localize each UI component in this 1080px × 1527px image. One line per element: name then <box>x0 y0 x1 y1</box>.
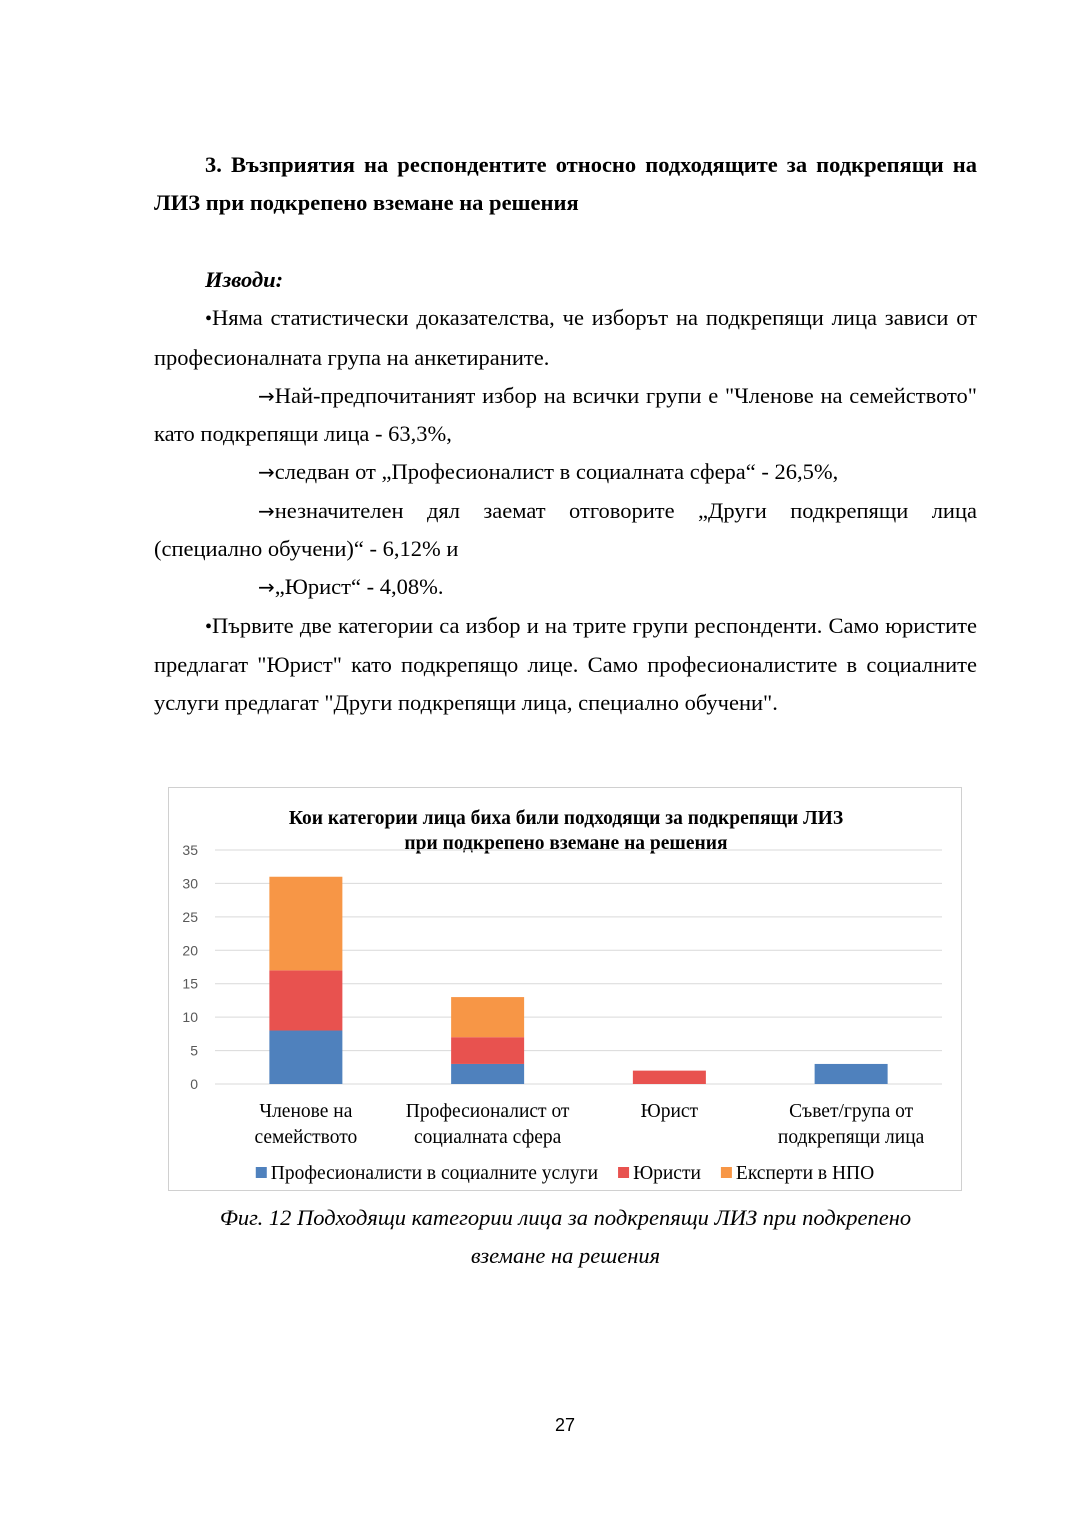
legend-item <box>256 1163 598 1184</box>
conclusion-bullet-1: •Няма статистически доказателства, че изборът на подкрепящи лица зависи от професионалната група на анкетираните. <box>154 305 977 370</box>
bar-segment <box>269 970 342 1030</box>
chart-x-axis <box>255 1101 925 1148</box>
x-tick-label: Юрист <box>640 1101 699 1122</box>
chart-title-line-1: Кои категории лица биха били подходящи за подкрепящи ЛИЗ <box>288 808 844 829</box>
conclusion-arrow-4: →„Юрист“ - 4,08%. <box>258 574 444 600</box>
legend-swatch <box>618 1167 629 1178</box>
legend-swatch <box>721 1167 732 1178</box>
legend-label: Юристи <box>633 1163 701 1184</box>
legend-swatch <box>256 1167 267 1178</box>
conclusion-bullet-2: •Първите две категории са избор и на трите групи респонденти. Само юристите предлагат "Юрист" като подкрепящо лице. Само професионалистите в социалните услуги предлагат "Други подкрепящи лица, специално обучени". <box>154 612 977 716</box>
bar-segment <box>269 877 342 971</box>
bar-segment <box>451 1037 524 1064</box>
stacked-bar-chart <box>168 787 962 1191</box>
y-tick-label: 35 <box>182 842 198 858</box>
arrow-right-icon: → <box>258 460 275 485</box>
y-tick-label: 10 <box>182 1009 198 1026</box>
chart-title-line-2: при подкрепено вземане на решения <box>404 833 728 854</box>
bar-segment <box>633 1071 706 1084</box>
figure-caption-line-2: вземане на решения <box>470 1243 661 1269</box>
legend-item <box>721 1163 874 1184</box>
conclusion-arrow-1: →Най-предпочитаният избор на всички групи е "Членове на семейството" като подкрепящи лица - 63,3%, <box>154 382 977 447</box>
conclusions-label: Изводи: <box>205 267 284 292</box>
y-tick-label: 25 <box>182 908 198 925</box>
chart-y-axis <box>182 842 198 1092</box>
x-tick-label: подкрепящи лица <box>777 1127 925 1148</box>
legend-label: Професионалисти в социалните услуги <box>270 1163 599 1184</box>
y-tick-label: 5 <box>190 1042 198 1059</box>
conclusions-section <box>154 261 977 723</box>
y-tick-label: 15 <box>182 975 198 992</box>
y-tick-label: 0 <box>190 1076 198 1092</box>
conclusion-arrow-2: →следван от „Професионалист в социалната сфера“ - 26,5%, <box>258 459 839 485</box>
figure-caption <box>154 1199 977 1276</box>
bar-segment <box>815 1064 888 1084</box>
figure-caption-line-1: Фиг. 12 Подходящи категории лица за подкрепящи ЛИЗ при подкрепено <box>219 1205 912 1230</box>
arrow-right-icon: → <box>258 383 275 408</box>
arrow-right-icon: → <box>258 498 275 523</box>
bullet-icon: • <box>205 308 213 331</box>
x-tick-label: Съвет/група от <box>789 1101 914 1122</box>
y-tick-label: 30 <box>182 875 198 892</box>
legend-item <box>618 1163 701 1184</box>
legend-label: Експерти в НПО <box>735 1163 875 1184</box>
bar-segment <box>451 1064 524 1084</box>
x-tick-label: Членове на <box>259 1101 353 1122</box>
bar-segment <box>451 997 524 1037</box>
x-tick-label: Професионалист от <box>405 1101 570 1122</box>
arrow-right-icon: → <box>258 575 275 600</box>
conclusion-arrow-3: →незначителен дял заемат отговорите „Други подкрепящи лица (специално обучени)“ - 6,12% и <box>154 497 977 562</box>
bullet-icon: • <box>205 615 213 638</box>
chart-legend <box>256 1163 874 1184</box>
section-heading-text: 3. Възприятия на респондентите относно подходящите за подкрепящи на ЛИЗ при подкрепено вземане на решения <box>154 152 977 216</box>
x-tick-label: семейството <box>254 1127 358 1148</box>
section-heading <box>154 146 977 223</box>
y-tick-label: 20 <box>182 942 198 959</box>
chart-bars <box>269 877 887 1084</box>
x-tick-label: социалната сфера <box>413 1127 562 1148</box>
bar-segment <box>269 1031 342 1084</box>
page-number: 27 <box>554 1415 576 1435</box>
chart-canvas <box>169 788 961 1190</box>
